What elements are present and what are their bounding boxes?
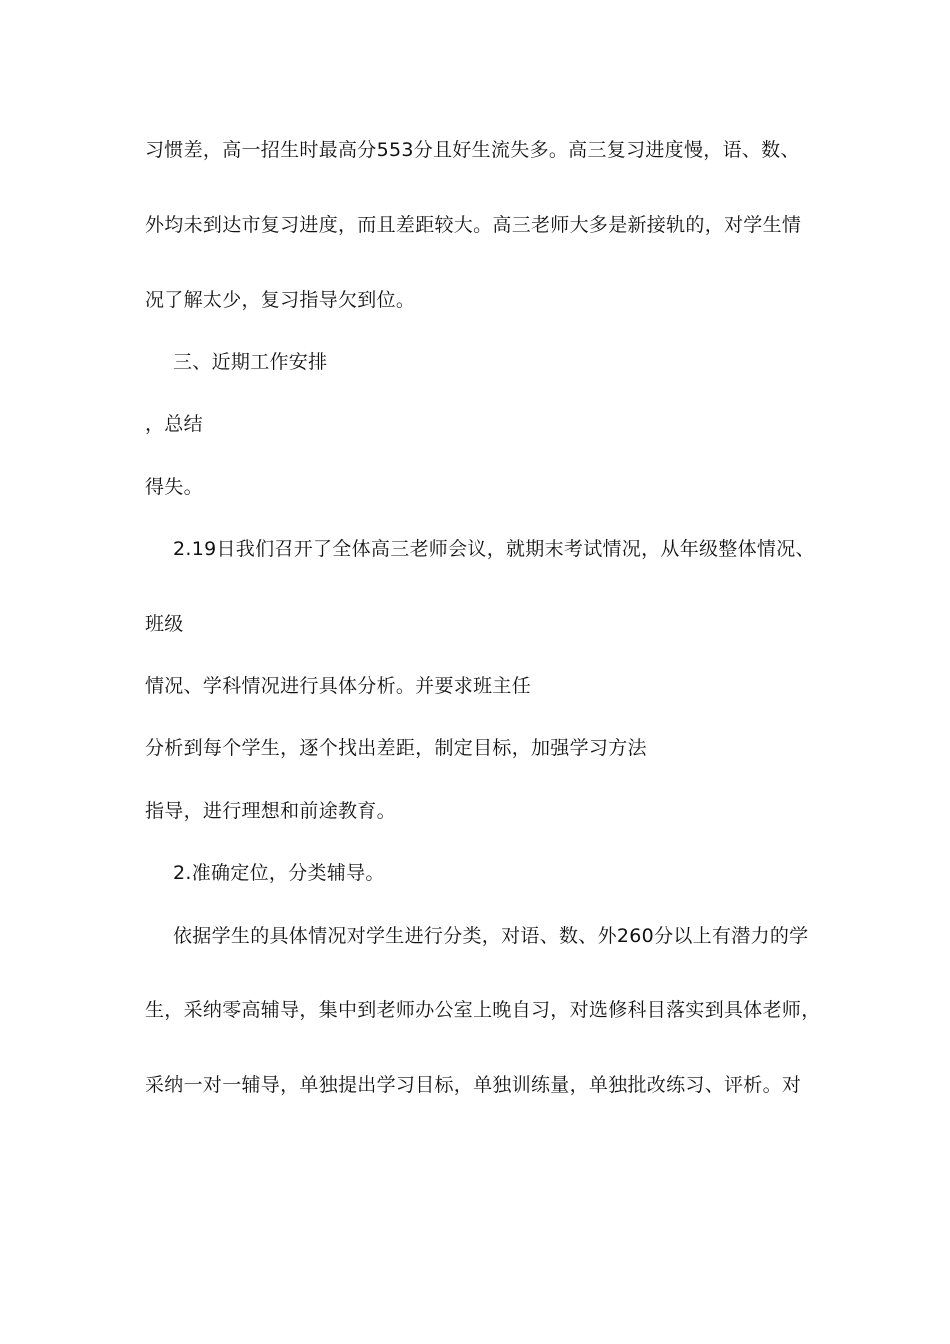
paragraph-line: 班级: [145, 613, 184, 635]
paragraph-line: 外均未到达市复习进度，而且差距较大。高三老师大多是新接轨的，对学生情: [145, 214, 802, 236]
paragraph-line: ，总结: [145, 413, 203, 435]
paragraph-line: 依据学生的具体情况对学生进行分类，对语、数、外260分以上有潜力的学: [173, 925, 809, 947]
paragraph-line: 习惯差，高一招生时最高分553分且好生流失多。高三复习进度慢，语、数、: [145, 139, 800, 161]
paragraph-line: 指导，进行理想和前途教育。: [145, 800, 396, 822]
paragraph-line: 生，采纳零高辅导，集中到老师办公室上晚自习，对选修科目落实到具体老师，: [145, 999, 821, 1021]
paragraph-line: 得失。: [145, 476, 203, 498]
subsection-heading: 2.准确定位，分类辅导。: [173, 862, 385, 884]
section-heading: 三、近期工作安排: [173, 351, 328, 373]
paragraph-line: 2.19日我们召开了全体高三老师会议，就期末考试情况，从年级整体情况、: [173, 538, 815, 560]
paragraph-line: 况了解太少，复习指导欠到位。: [145, 289, 416, 311]
paragraph-line: 分析到每个学生，逐个找出差距，制定目标，加强学习方法: [145, 737, 647, 759]
paragraph-line: 情况、学科情况进行具体分析。并要求班主任: [145, 675, 532, 697]
paragraph-line: 采纳一对一辅导，单独提出学习目标，单独训练量，单独批改练习、评析。对: [145, 1074, 802, 1096]
